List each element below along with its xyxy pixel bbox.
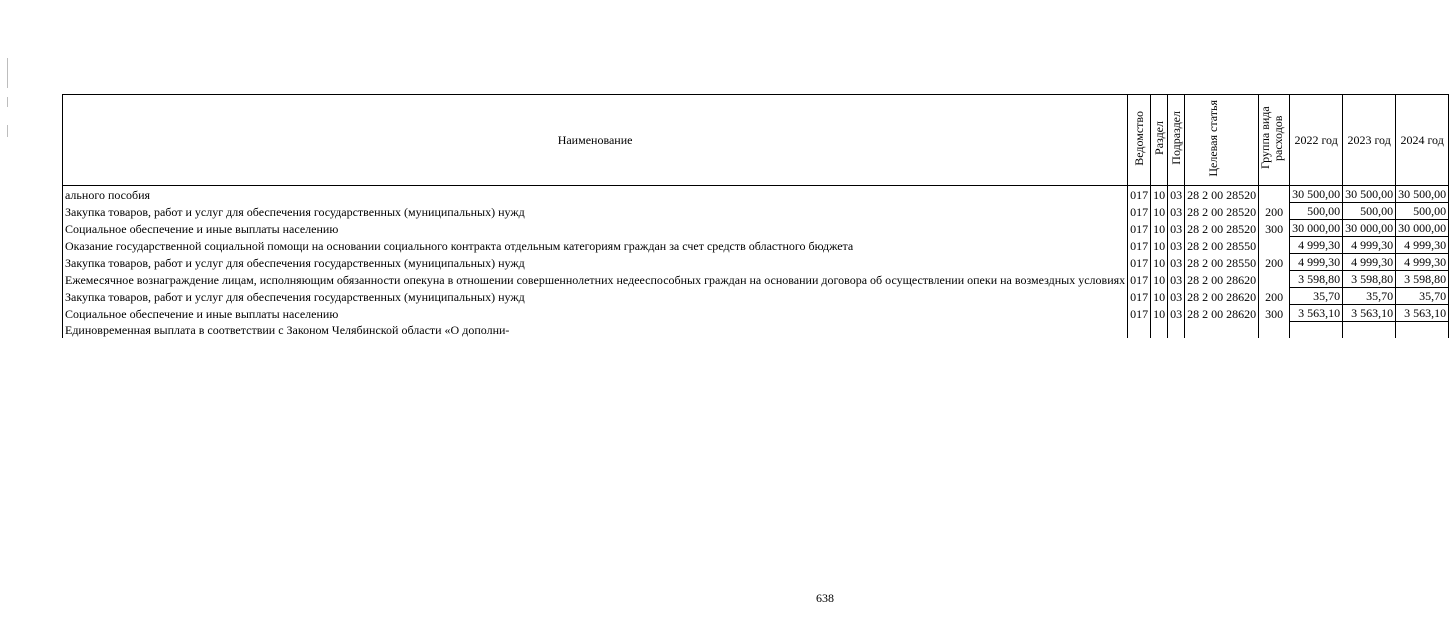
column-header-target-article: Целевая статья [1185,95,1259,186]
row-name: Социальное обеспечение и иные выплаты населению [63,305,1128,322]
row-value-2024: 30 000,00 [1396,220,1449,237]
row-department: 017 [1128,271,1151,288]
row-expense-group [1259,271,1290,288]
table-row [63,220,1449,237]
row-target-article: 28 2 00 28550 [1185,237,1259,254]
row-target-article: 28 2 00 28520 [1185,203,1259,220]
row-target-article: 28 2 00 28620 [1185,271,1259,288]
row-value-2023: 3 598,80 [1343,271,1396,288]
column-header-2023: 2023 год [1343,95,1396,186]
row-name: Социальное обеспечение и иные выплаты населению [63,220,1128,237]
row-department: 017 [1128,288,1151,305]
row-target-article: 28 2 00 28520 [1185,186,1259,203]
row-section: 10 [1151,305,1168,322]
row-subsection: 03 [1168,186,1185,203]
row-value-2022: 4 999,30 [1290,254,1343,271]
row-value-2022: 3 563,10 [1290,305,1343,322]
row-value-2023: 35,70 [1343,288,1396,305]
row-value-2022: 3 598,80 [1290,271,1343,288]
table-row [63,203,1449,220]
row-name: Закупка товаров, работ и услуг для обеспечения государственных (муниципальных) нужд [63,254,1128,271]
row-expense-group [1259,237,1290,254]
table-row [63,237,1449,254]
row-target-article: 28 2 00 28620 [1185,288,1259,305]
row-value-2022: 500,00 [1290,203,1343,220]
row-expense-group: 200 [1259,288,1290,305]
row-section: 10 [1151,254,1168,271]
table-row [63,305,1449,322]
row-department: 017 [1128,254,1151,271]
row-value-2024: 4 999,30 [1396,254,1449,271]
table-row [63,288,1449,305]
row-value-2022 [1290,322,1343,338]
row-expense-group [1259,322,1290,338]
row-target-article: 28 2 00 28520 [1185,220,1259,237]
row-value-2024: 4 999,30 [1396,237,1449,254]
row-name: Закупка товаров, работ и услуг для обеспечения государственных (муниципальных) нужд [63,203,1128,220]
row-value-2023: 30 500,00 [1343,186,1396,203]
column-header-2024: 2024 год [1396,95,1449,186]
row-expense-group: 200 [1259,254,1290,271]
row-target-article: 28 2 00 28620 [1185,305,1259,322]
row-department: 017 [1128,203,1151,220]
row-department: 017 [1128,186,1151,203]
row-name: Ежемесячное вознаграждение лицам, исполняющим обязанности опекуна в отношении совершеннолетних недееспособных граждан на основании договора об осуществлении опеки на возмездных условиях [63,271,1128,288]
column-header-2022: 2022 год [1290,95,1343,186]
row-value-2024: 3 598,80 [1396,271,1449,288]
row-section [1151,322,1168,338]
row-name: Единовременная выплата в соответствии с Законом Челябинской области «О дополни- [63,322,1128,338]
row-value-2022: 30 000,00 [1290,220,1343,237]
column-header-section: Раздел [1151,95,1168,186]
row-name: Оказание государственной социальной помощи на основании социального контракта отдельным категориям граждан за счет средств областного бюджета [63,237,1128,254]
scan-artifact [7,58,8,88]
row-value-2023 [1343,322,1396,338]
row-value-2024: 3 563,10 [1396,305,1449,322]
row-department [1128,322,1151,338]
row-subsection [1168,322,1185,338]
row-target-article [1185,322,1259,338]
row-section: 10 [1151,237,1168,254]
column-header-name: Наименование [63,95,1128,186]
row-subsection: 03 [1168,271,1185,288]
row-value-2024: 500,00 [1396,203,1449,220]
row-value-2024: 30 500,00 [1396,186,1449,203]
row-department: 017 [1128,237,1151,254]
row-value-2023: 3 563,10 [1343,305,1396,322]
row-value-2023: 500,00 [1343,203,1396,220]
table-header-row [63,95,1449,186]
row-expense-group: 300 [1259,220,1290,237]
column-header-department: Ведомство [1128,95,1151,186]
row-value-2022: 4 999,30 [1290,237,1343,254]
row-value-2022: 30 500,00 [1290,186,1343,203]
row-expense-group: 300 [1259,305,1290,322]
row-value-2022: 35,70 [1290,288,1343,305]
row-department: 017 [1128,305,1151,322]
row-value-2023: 4 999,30 [1343,254,1396,271]
row-subsection: 03 [1168,288,1185,305]
row-subsection: 03 [1168,203,1185,220]
row-subsection: 03 [1168,305,1185,322]
row-value-2024 [1396,322,1449,338]
column-header-expense-group: Группа вида расходов [1259,95,1290,186]
table-row [63,322,1449,338]
row-expense-group: 200 [1259,203,1290,220]
row-section: 10 [1151,203,1168,220]
row-subsection: 03 [1168,237,1185,254]
row-name: ального пособия [63,186,1128,203]
table-row [63,271,1449,288]
row-name: Закупка товаров, работ и услуг для обеспечения государственных (муниципальных) нужд [63,288,1128,305]
row-subsection: 03 [1168,254,1185,271]
row-value-2024: 35,70 [1396,288,1449,305]
row-section: 10 [1151,186,1168,203]
row-department: 017 [1128,220,1151,237]
row-value-2023: 30 000,00 [1343,220,1396,237]
row-expense-group [1259,186,1290,203]
table-row [63,254,1449,271]
budget-table [62,94,1449,338]
page-number: 638 [816,591,834,605]
row-target-article: 28 2 00 28550 [1185,254,1259,271]
row-section: 10 [1151,271,1168,288]
row-subsection: 03 [1168,220,1185,237]
row-section: 10 [1151,288,1168,305]
column-header-subsection: Подраздел [1168,95,1185,186]
row-section: 10 [1151,220,1168,237]
scan-artifact [7,97,8,107]
scan-artifact [7,125,8,137]
table-row [63,186,1449,203]
row-value-2023: 4 999,30 [1343,237,1396,254]
